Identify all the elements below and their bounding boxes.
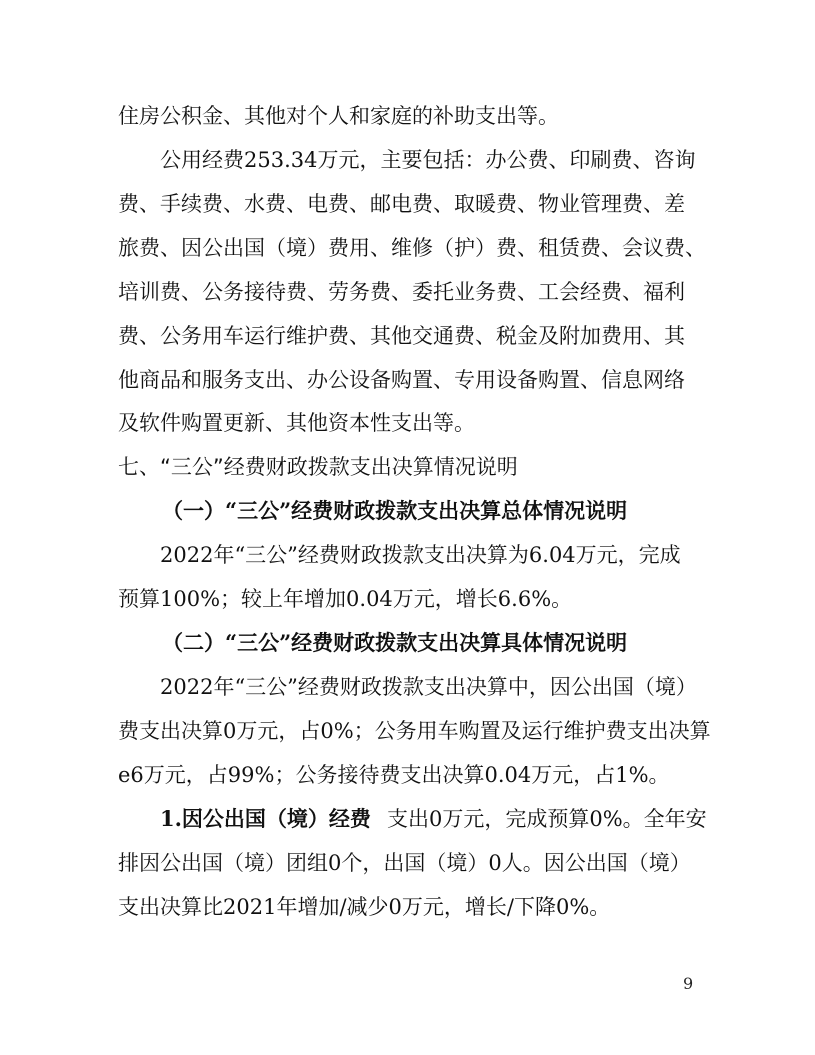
body-text-line [0, 711, 815, 751]
text: 费、手续费、水费、电费、邮电费、取暖费、物业管理费、差 [118, 192, 685, 216]
body-text-line [0, 887, 815, 927]
body-text-line [0, 360, 815, 400]
body-text-line [0, 140, 815, 180]
text: 支出0万元，完成预算0%。全年安 [387, 807, 707, 831]
body-text-line [0, 228, 815, 268]
text: 及软件购置更新、其他资本性支出等。 [118, 411, 475, 435]
body-text-line [0, 843, 815, 883]
text: 七、“三公”经费财政拨款支出决算情况说明 [118, 455, 518, 479]
body-text-line [0, 403, 815, 443]
text: 预算100%；较上年增加0.04万元，增长6.6%。 [118, 587, 573, 611]
body-text-line [0, 799, 815, 839]
body-text-line [0, 579, 815, 619]
text: 费、公务用车运行维护费、其他交通费、税金及附加费用、其 [118, 324, 685, 348]
text: 费支出决算0万元，占0%；公务用车购置及运行维护费支出决算 [118, 719, 711, 743]
text: 他商品和服务支出、办公设备购置、专用设备购置、信息网络 [118, 368, 685, 392]
text: e6万元，占99%；公务接待费支出决算0.04万元，占1%。 [118, 763, 670, 787]
text: （一）“三公”经费财政拨款支出决算总体情况说明 [162, 498, 628, 523]
body-text-line [0, 316, 815, 356]
text: 培训费、公务接待费、劳务费、委托业务费、工会经费、福利 [118, 280, 685, 304]
subheading-specific [0, 623, 815, 663]
text: 支出决算比2021年增加/减少0万元，增长/下降0%。 [118, 895, 611, 919]
body-text-line [0, 96, 815, 136]
body-text-line [0, 755, 815, 795]
text: 旅费、因公出国（境）费用、维修（护）费、租赁费、会议费、 [118, 236, 706, 260]
body-text-line [0, 535, 815, 575]
text: 公用经费253.34万元，主要包括：办公费、印刷费、咨询 [160, 148, 696, 172]
subheading-overall [0, 491, 815, 531]
text: 2022年“三公”经费财政拨款支出决算中，因公出国（境） [160, 675, 697, 699]
text: 2022年“三公”经费财政拨款支出决算为6.04万元，完成 [160, 543, 681, 567]
text: 排因公出国（境）团组0个，出国（境）0人。因公出国（境） [118, 851, 691, 875]
item-label: 1.因公出国（境）经费 [160, 806, 371, 831]
body-text-line [0, 272, 815, 312]
text: 住房公积金、其他对个人和家庭的补助支出等。 [118, 104, 559, 128]
section-heading [0, 447, 815, 487]
body-text-line [0, 184, 815, 224]
body-text-line [0, 667, 815, 707]
page-number: 9 [683, 974, 694, 993]
text: （二）“三公”经费财政拨款支出决算具体情况说明 [162, 630, 628, 655]
